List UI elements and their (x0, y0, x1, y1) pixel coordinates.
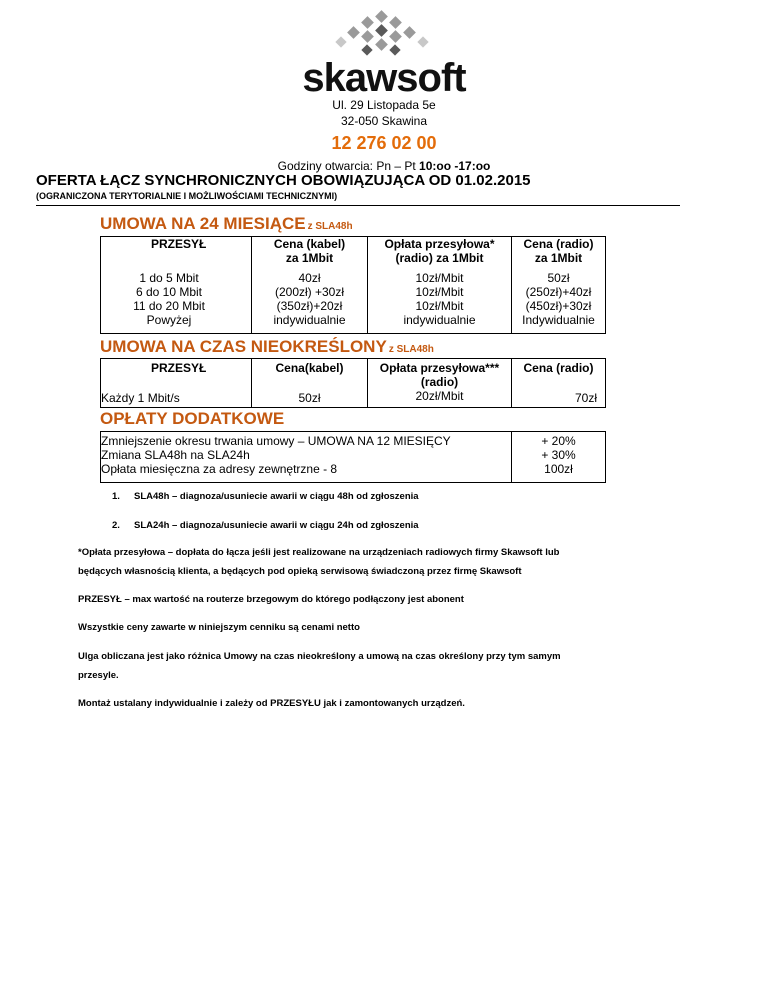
opening-hours-label: Godziny otwarcia: Pn – Pt (277, 159, 420, 173)
col-cena-kabel (252, 237, 368, 334)
section-24-title (100, 214, 353, 234)
table-cell: (350zł)+20zł (276, 299, 343, 313)
col-oplata-header-2: (radio) (420, 375, 459, 389)
table-cell: Indywidualnie (522, 313, 595, 327)
phone-number: 12 276 02 00 (331, 133, 437, 153)
col-cena-kabel (252, 359, 368, 408)
list-item: SLA24h – diagnoza/usuniecie awarii w ciągu 24h od zgłoszenia (134, 520, 419, 531)
table-cell: 50zł (298, 391, 321, 405)
col-przesyl (101, 359, 252, 408)
section-extra-title: OPŁATY DODATKOWE (100, 409, 285, 428)
section-open-title-text: UMOWA NA CZAS NIEOKREŚLONY (100, 337, 387, 356)
table-cell: 10zł/Mbit (415, 271, 464, 285)
section-24-suffix: z SLA48h (307, 221, 353, 232)
col-przesyl (101, 237, 252, 334)
table-cell: indywidualnie (403, 313, 476, 327)
table-cell: + 20% (541, 434, 576, 448)
table-cell: 40zł (298, 271, 321, 285)
table-cell: 10zł/Mbit (415, 299, 464, 313)
table-cell: 11 do 20 Mbit (133, 299, 205, 313)
col-oplata-header: Opłata przesyłowa* (384, 237, 495, 251)
note-discount-2: przesyle. (78, 670, 119, 681)
address-line-2: 32-050 Skawina (340, 114, 428, 128)
table-cell: 6 do 10 Mbit (135, 285, 203, 299)
col-cena-radio-header: Cena (radio) (523, 361, 594, 375)
table-cell: indywidualnie (273, 313, 346, 327)
col-przesyl-header: PRZESYŁ (151, 361, 207, 375)
table-cell: 100zł (544, 462, 573, 476)
table-extra-fees (100, 431, 606, 483)
note-discount-1: Ulga obliczana jest jako różnica Umowy na czas nieokreślony a umową na czas określony przy tym samym (78, 651, 561, 662)
table-cell: 10zł/Mbit (415, 285, 464, 299)
col-przesyl-header: PRZESYŁ (151, 237, 207, 251)
opening-hours-value: 10:oo -17:oo (419, 159, 491, 173)
table-24-months (100, 236, 606, 334)
col-oplata-przesylowa (368, 237, 512, 334)
divider (36, 205, 680, 206)
section-open-title (100, 337, 434, 357)
table-cell: Każdy 1 Mbit/s (101, 391, 180, 405)
table-cell: 1 do 5 Mbit (139, 271, 199, 285)
table-cell: + 30% (541, 448, 576, 462)
table-cell: Zmiana SLA48h na SLA24h (101, 448, 250, 462)
table-cell: (200zł) +30zł (274, 285, 345, 299)
list-item: SLA48h – diagnoza/usuniecie awarii w ciągu 48h od zgłoszenia (134, 491, 419, 502)
note-transfer-fee-2: będących własnością klienta, a będących pod opieką serwisową świadczoną przez firmę Skawsoft (78, 566, 522, 577)
address-line-1: Ul. 29 Listopada 5e (332, 98, 436, 112)
table-cell: 20zł/Mbit (415, 389, 464, 403)
col-oplata-header: Opłata przesyłowa*** (379, 361, 500, 375)
table-cell: Opłata miesięczna za adresy zewnętrzne - 8 (101, 462, 338, 476)
col-cena-kabel-header-2: za 1Mbit (285, 251, 334, 265)
col-cena-radio-header: Cena (radio) (523, 237, 594, 251)
logo-text: skawsoft (302, 56, 466, 100)
table-cell: 50zł (547, 271, 570, 285)
opening-hours (0, 159, 768, 173)
table-cell: Zmniejszenie okresu trwania umowy – UMOWA NA 12 MIESIĘCY (101, 434, 451, 448)
col-cena-radio (512, 237, 606, 334)
table-cell: (450zł)+30zł (525, 299, 592, 313)
table-cell: 70zł (574, 391, 597, 405)
extra-values (512, 432, 606, 483)
section-24-title-text: UMOWA NA 24 MIESIĄCE (100, 214, 306, 233)
note-installation: Montaż ustalany indywidualnie i zależy od PRZESYŁU jak i zamontowanych urządzeń. (78, 698, 465, 709)
offer-title: OFERTA ŁĄCZ SYNCHRONICZNYCH OBOWIĄZUJĄCA OD 01.02.2015 (36, 172, 531, 189)
table-cell: (250zł)+40zł (525, 285, 592, 299)
offer-subtitle: (OGRANICZONA TERYTORIALNIE I MOŻLIWOŚCIAMI TECHNICZNYMI) (36, 191, 338, 201)
col-cena-radio (512, 359, 606, 408)
logo-mark-icon (333, 10, 435, 60)
section-open-suffix: z SLA48h (388, 344, 434, 355)
table-cell: Powyżej (146, 313, 192, 327)
note-przesyl: PRZESYŁ – max wartość na routerze brzegowym do którego podłączony jest abonent (78, 594, 464, 605)
list-item-number: 2. (112, 520, 120, 531)
note-net-prices: Wszystkie ceny zawarte w niniejszym cenniku są cenami netto (78, 622, 360, 633)
col-cena-kabel-header: Cena (kabel) (273, 237, 346, 251)
col-oplata-przesylowa (368, 359, 512, 408)
table-indefinite (100, 358, 606, 408)
col-oplata-header-2: (radio) za 1Mbit (395, 251, 484, 265)
extra-items (101, 432, 512, 483)
list-item-number: 1. (112, 491, 120, 502)
col-cena-radio-header-2: za 1Mbit (534, 251, 583, 265)
note-transfer-fee-1: *Opłata przesyłowa – dopłata do łącza jeśli jest realizowane na urządzeniach radiowych firmy Skawsoft lub (78, 547, 560, 558)
col-cena-kabel-header: Cena(kabel) (275, 361, 344, 375)
